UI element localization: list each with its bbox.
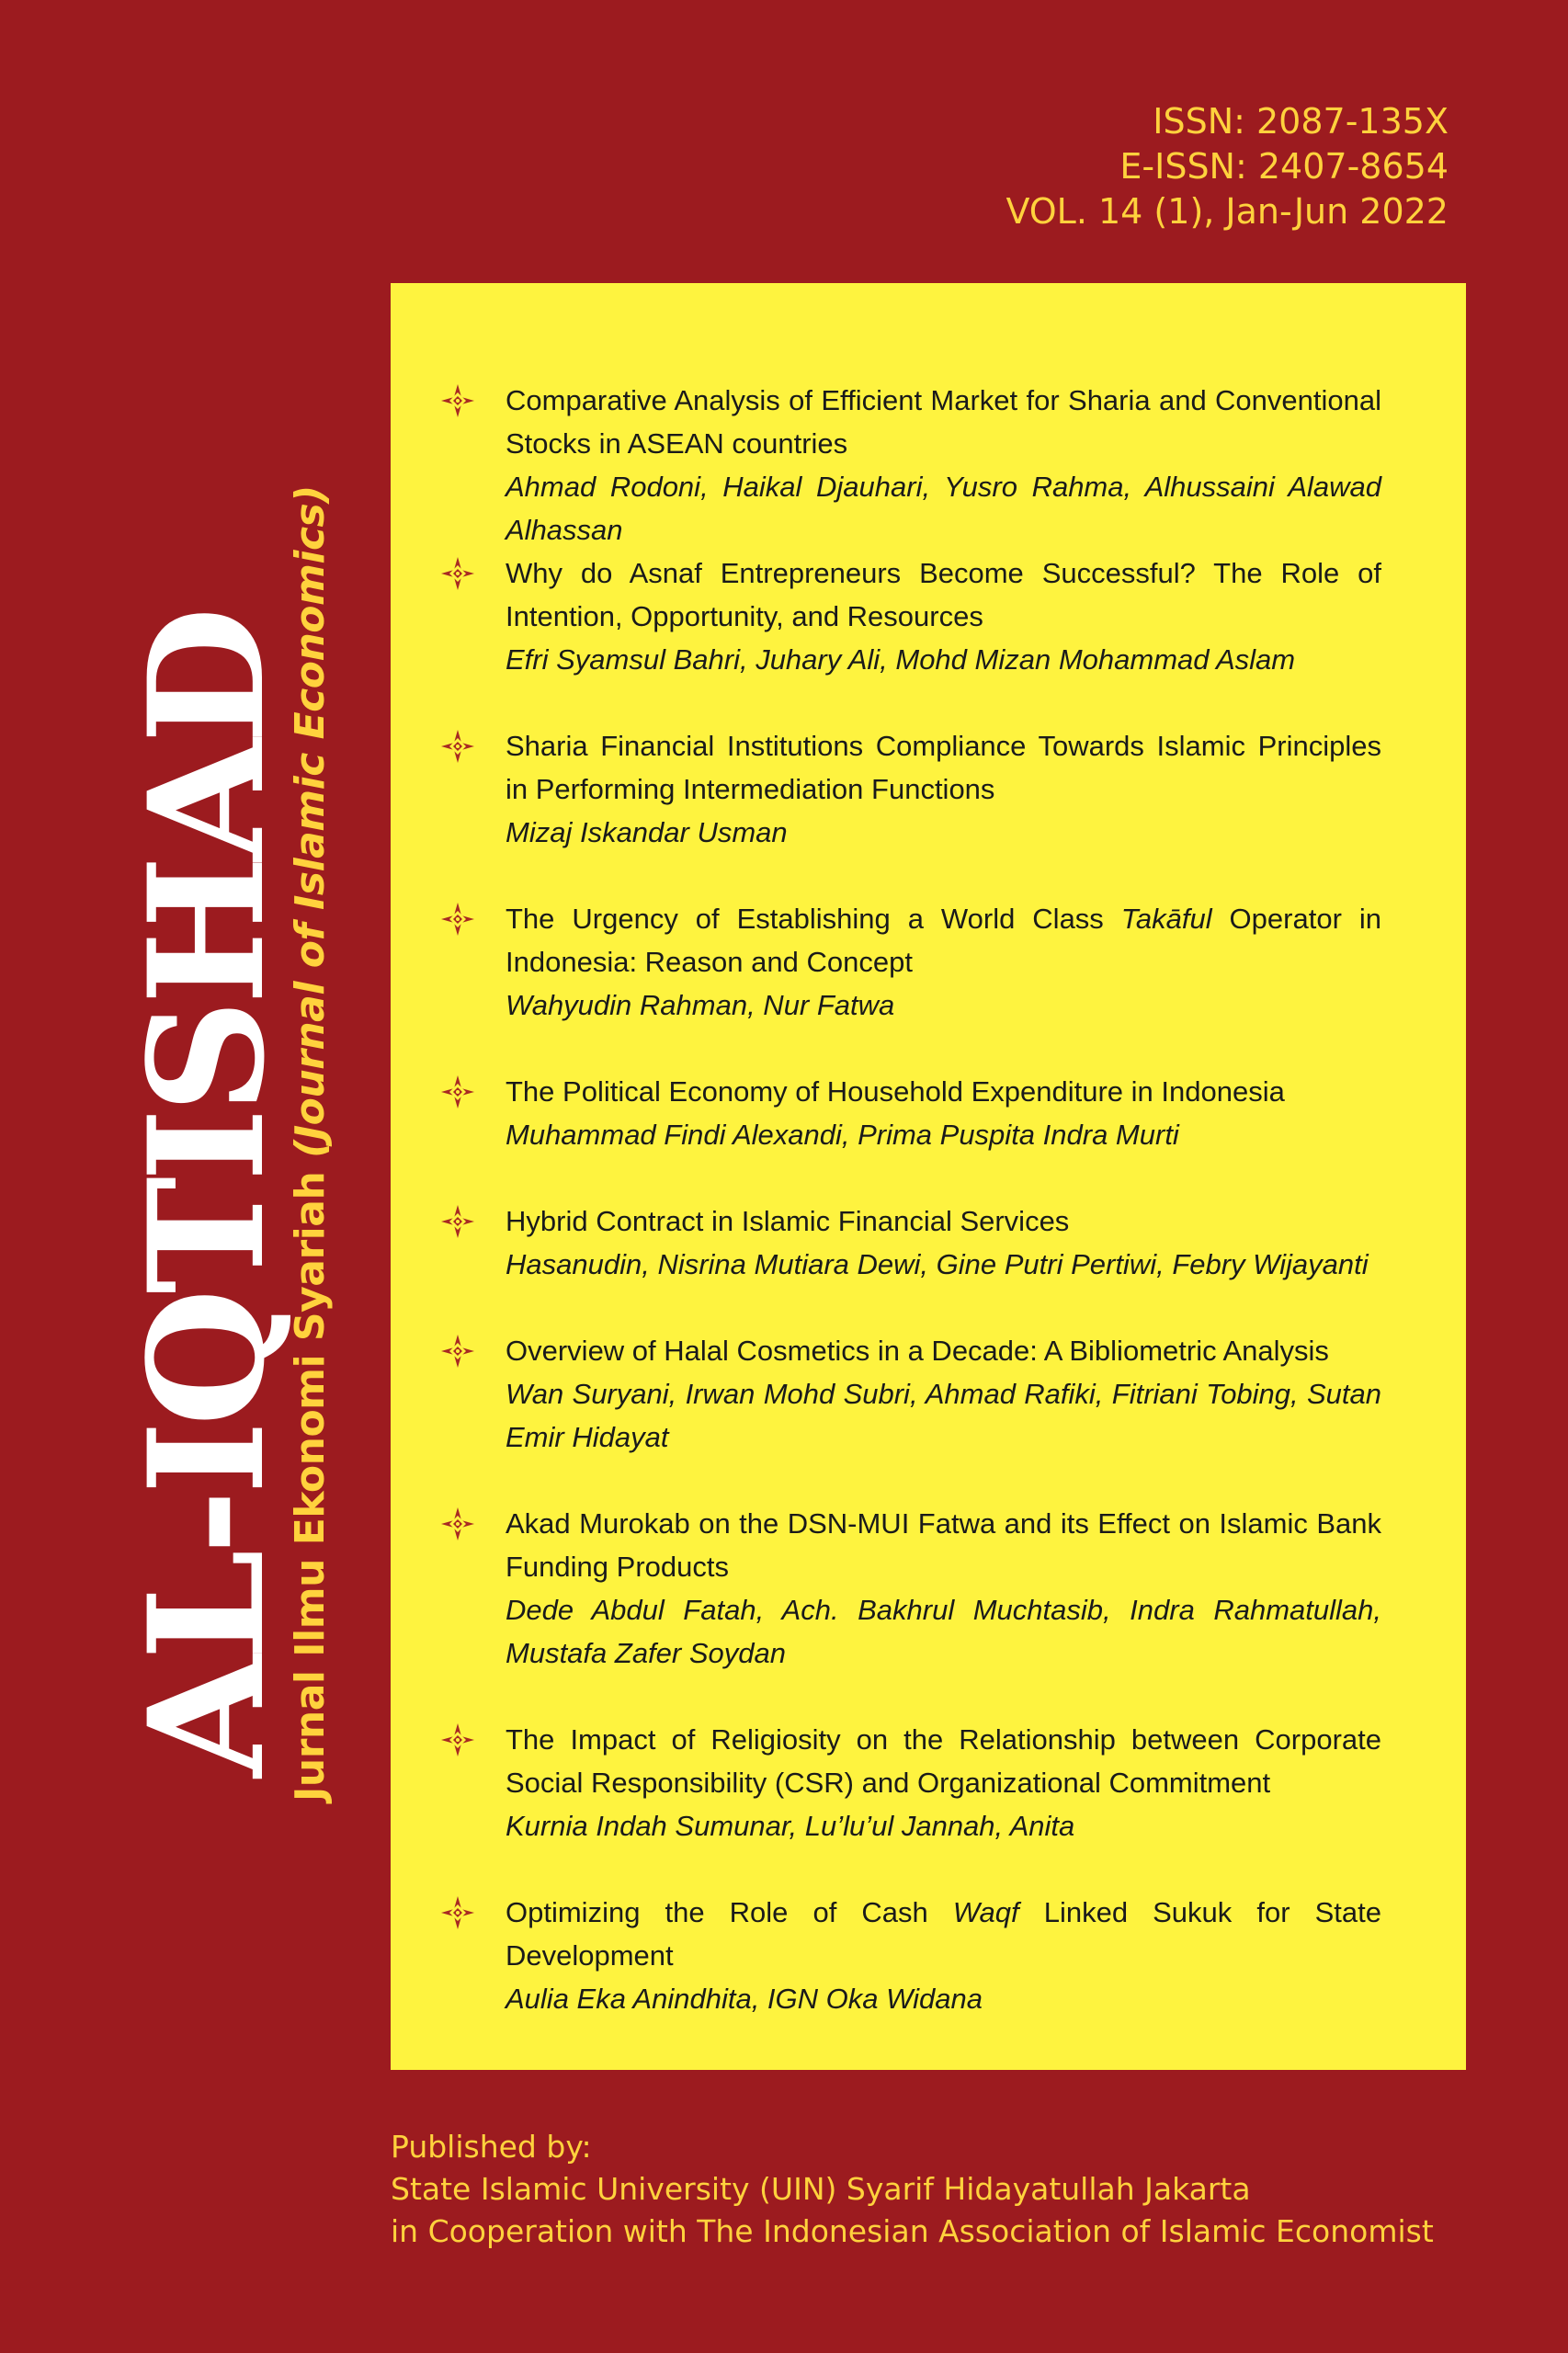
article-authors: Wahyudin Rahman, Nur Fatwa bbox=[506, 989, 895, 1021]
article-title-italic: Waqf bbox=[952, 1896, 1019, 1928]
ornament-diamond-icon bbox=[439, 1722, 476, 1758]
volume-issue: VOL. 14 (1), Jan-Jun 2022 bbox=[1006, 191, 1449, 232]
article-authors: Muhammad Findi Alexandi, Prima Puspita Indra Murti bbox=[506, 1119, 1179, 1151]
article-entry[interactable] bbox=[506, 1329, 1381, 1459]
article-authors: Aulia Eka Anindhita, IGN Oka Widana bbox=[506, 1983, 983, 2015]
article-entry[interactable] bbox=[506, 551, 1381, 681]
issn-electronic: E-ISSN: 2407-8654 bbox=[1119, 146, 1449, 187]
article-title: Hybrid Contract in Islamic Financial Services bbox=[506, 1205, 1070, 1237]
article-title: The Political Economy of Household Expenditure in Indonesia bbox=[506, 1075, 1285, 1108]
article-title: Why do Asnaf Entrepreneurs Become Successful? The Role of Intention, Opportunity, and Resources bbox=[506, 557, 1381, 632]
publisher-cooperation: in Cooperation with The Indonesian Association of Islamic Economist bbox=[391, 2213, 1434, 2249]
article-entry[interactable] bbox=[506, 1891, 1381, 2020]
ornament-diamond-icon bbox=[439, 1506, 476, 1542]
ornament-diamond-icon bbox=[439, 1894, 476, 1931]
article-entry[interactable] bbox=[506, 1199, 1381, 1286]
ornament-diamond-icon bbox=[439, 728, 476, 765]
ornament-diamond-icon bbox=[439, 1074, 476, 1110]
ornament-diamond-icon bbox=[439, 382, 476, 419]
article-authors: Efri Syamsul Bahri, Juhary Ali, Mohd Mizan Mohammad Aslam bbox=[506, 643, 1296, 676]
article-authors: Hasanudin, Nisrina Mutiara Dewi, Gine Putri Pertiwi, Febry Wijayanti bbox=[506, 1248, 1369, 1280]
article-title: Overview of Halal Cosmetics in a Decade: A Bibliometric Analysis bbox=[506, 1335, 1329, 1367]
issn-block bbox=[1006, 99, 1449, 234]
article-authors: Ahmad Rodoni, Haikal Djauhari, Yusro Rahma, Alhussaini Alawad Alhassan bbox=[506, 471, 1381, 546]
article-title: The Impact of Religiosity on the Relationship between Corporate Social Responsibility (CSR) and Organizational Commitment bbox=[506, 1723, 1381, 1799]
subtitle-english: (Journal of Islamic Economics) bbox=[287, 485, 334, 1158]
article-title: Comparative Analysis of Efficient Market for Sharia and Conventional Stocks in ASEAN countries bbox=[506, 384, 1381, 460]
ornament-diamond-icon bbox=[439, 1203, 476, 1240]
publisher-block bbox=[391, 2126, 1434, 2253]
publisher-university: State Islamic University (UIN) Syarif Hidayatullah Jakarta bbox=[391, 2171, 1251, 2207]
article-authors: Wan Suryani, Irwan Mohd Subri, Ahmad Rafiki, Fitriani Tobing, Sutan Emir Hidayat bbox=[506, 1378, 1381, 1453]
article-entry[interactable] bbox=[506, 897, 1381, 1027]
article-authors: Kurnia Indah Sumunar, Lu’lu’ul Jannah, Anita bbox=[506, 1810, 1075, 1842]
publisher-label: Published by: bbox=[391, 2129, 592, 2165]
table-of-contents bbox=[391, 283, 1466, 2070]
article-entry[interactable] bbox=[506, 724, 1381, 854]
article-title: Akad Murokab on the DSN-MUI Fatwa and its Effect on Islamic Bank Funding Products bbox=[506, 1507, 1381, 1583]
ornament-diamond-icon bbox=[439, 555, 476, 592]
article-title: The Urgency of Establishing a World Class Takāful Operator in Indonesia: Reason and Concept bbox=[506, 903, 1381, 978]
ornament-diamond-icon bbox=[439, 901, 476, 938]
article-title: Sharia Financial Institutions Compliance Towards Islamic Principles in Performing Intermediation Functions bbox=[506, 730, 1381, 805]
article-entry[interactable] bbox=[506, 1070, 1381, 1156]
journal-subtitle bbox=[276, 485, 345, 1802]
issn-print: ISSN: 2087-135X bbox=[1153, 101, 1449, 142]
article-authors: Mizaj Iskandar Usman bbox=[506, 816, 788, 848]
article-title: Optimizing the Role of Cash Waqf Linked Sukuk for State Development bbox=[506, 1896, 1381, 1972]
article-authors: Dede Abdul Fatah, Ach. Bakhrul Muchtasib, Indra Rahmatullah, Mustafa Zafer Soydan bbox=[506, 1594, 1381, 1669]
ornament-diamond-icon bbox=[439, 1333, 476, 1370]
article-entry[interactable] bbox=[506, 379, 1381, 551]
article-entry[interactable] bbox=[506, 1502, 1381, 1675]
article-entry[interactable] bbox=[506, 1718, 1381, 1847]
article-title-italic: Takāful bbox=[1120, 903, 1212, 935]
spine-title-block bbox=[113, 485, 349, 1802]
journal-title: AL-IQTISHAD bbox=[113, 612, 300, 1778]
subtitle-main: Jurnal Ilmu Ekonomi Syariah bbox=[287, 1171, 334, 1802]
